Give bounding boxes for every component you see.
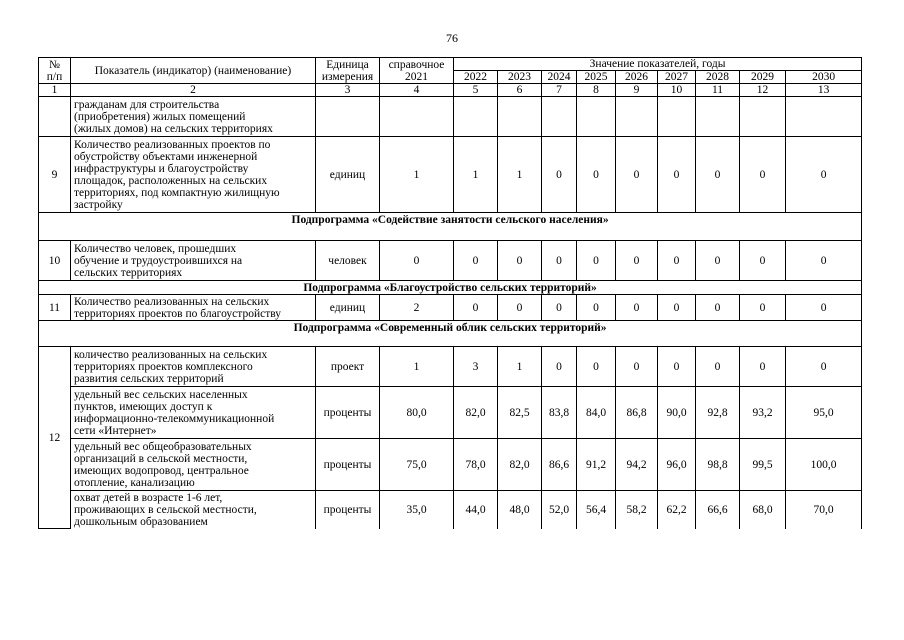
value-cell: 0 (658, 347, 696, 387)
value-cell (542, 97, 577, 137)
value-cell: 0 (542, 137, 577, 213)
value-cell: 82,5 (498, 387, 542, 439)
value-cell: 1 (454, 137, 498, 213)
value-cell: 0 (498, 241, 542, 281)
value-cell: 0 (542, 295, 577, 321)
value-cell: 86,6 (542, 439, 577, 491)
value-cell: 90,0 (658, 387, 696, 439)
value-cell: 84,0 (577, 387, 616, 439)
value-cell: 0 (658, 241, 696, 281)
indicator-name: Количество реализованных проектов по обустройству объектами инженерной инфраструктуры и благоустройству площадок, расположенных на сельских территориях, под компактную жилищную застройку (71, 137, 316, 213)
value-cell: 0 (696, 137, 740, 213)
header-col-number: 8 (577, 84, 616, 97)
value-cell (696, 97, 740, 137)
value-cell: 0 (616, 295, 658, 321)
header-year: 2029 (740, 71, 786, 84)
value-cell (454, 97, 498, 137)
value-cell: 0 (454, 241, 498, 281)
value-cell: 1 (498, 137, 542, 213)
unit-cell: проект (316, 347, 380, 387)
header-year: 2022 (454, 71, 498, 84)
value-cell: 0 (786, 137, 862, 213)
header-year: 2028 (696, 71, 740, 84)
value-cell: 52,0 (542, 491, 577, 529)
table-row (39, 137, 862, 213)
value-cell: 78,0 (454, 439, 498, 491)
table-row (39, 347, 862, 387)
value-cell (658, 97, 696, 137)
value-cell: 3 (454, 347, 498, 387)
header-num: № п/п (39, 58, 71, 84)
header-col-number: 9 (616, 84, 658, 97)
value-cell: 0 (786, 295, 862, 321)
header-indicator: Показатель (индикатор) (наименование) (71, 58, 316, 84)
header-col-number: 13 (786, 84, 862, 97)
indicator-name: Количество человек, прошедших обучение и трудоустроившихся на сельских территориях (71, 241, 316, 281)
header-col-number: 6 (498, 84, 542, 97)
value-cell: 100,0 (786, 439, 862, 491)
value-cell: 0 (454, 295, 498, 321)
value-cell: 96,0 (658, 439, 696, 491)
indicator-name: удельный вес общеобразовательных организаций в сельской местности, имеющих водопровод, центральное отопление, канализацию (71, 439, 316, 491)
header-col-number: 4 (380, 84, 454, 97)
value-cell: 2 (380, 295, 454, 321)
table-row (39, 241, 862, 281)
program-title: Подпрограмма «Благоустройство сельских территорий» (39, 281, 862, 295)
program-row (39, 321, 862, 347)
value-cell: 0 (696, 347, 740, 387)
indicator-name: охват детей в возрасте 1-6 лет, проживающих в сельской местности, дошкольным образованием (71, 491, 316, 529)
value-cell: 0 (616, 137, 658, 213)
unit-cell: проценты (316, 491, 380, 529)
value-cell: 0 (696, 241, 740, 281)
value-cell: 0 (658, 137, 696, 213)
value-cell: 68,0 (740, 491, 786, 529)
indicator-name: удельный вес сельских населенных пунктов, имеющих доступ к информационно-телекоммуникационной сети «Интернет» (71, 387, 316, 439)
value-cell: 0 (740, 137, 786, 213)
unit-cell: проценты (316, 439, 380, 491)
value-cell: 44,0 (454, 491, 498, 529)
value-cell: 0 (740, 295, 786, 321)
value-cell: 86,8 (616, 387, 658, 439)
value-cell (740, 97, 786, 137)
value-cell: 94,2 (616, 439, 658, 491)
page-number: 76 (446, 31, 458, 45)
header-year: 2026 (616, 71, 658, 84)
header-year: 2024 (542, 71, 577, 84)
table-row (39, 491, 862, 529)
value-cell: 0 (380, 241, 454, 281)
value-cell: 58,2 (616, 491, 658, 529)
table-row (39, 387, 862, 439)
value-cell: 91,2 (577, 439, 616, 491)
value-cell (616, 97, 658, 137)
value-cell (786, 97, 862, 137)
program-title: Подпрограмма «Современный облик сельских территорий» (39, 321, 862, 347)
indicator-name: Количество реализованных на сельских территориях проектов по благоустройству (71, 295, 316, 321)
table-row (39, 295, 862, 321)
value-cell: 98,8 (696, 439, 740, 491)
unit-cell: единиц (316, 295, 380, 321)
header-values-group: Значение показателей, годы (454, 58, 862, 71)
table-row (39, 97, 862, 137)
header-col-number: 11 (696, 84, 740, 97)
value-cell: 48,0 (498, 491, 542, 529)
value-cell: 0 (696, 295, 740, 321)
header-col-number: 3 (316, 84, 380, 97)
value-cell: 0 (577, 347, 616, 387)
row-number (39, 97, 71, 137)
program-row (39, 281, 862, 295)
header-col-number: 1 (39, 84, 71, 97)
value-cell: 93,2 (740, 387, 786, 439)
value-cell: 82,0 (498, 439, 542, 491)
value-cell: 0 (542, 347, 577, 387)
row-number: 11 (39, 295, 71, 321)
program-row (39, 213, 862, 241)
unit-cell: проценты (316, 387, 380, 439)
header-year: 2030 (786, 71, 862, 84)
unit-cell: единиц (316, 137, 380, 213)
table-row (39, 439, 862, 491)
value-cell: 0 (786, 241, 862, 281)
value-cell: 1 (498, 347, 542, 387)
value-cell: 99,5 (740, 439, 786, 491)
header-col-number: 7 (542, 84, 577, 97)
header-col-number: 12 (740, 84, 786, 97)
header-col-number: 5 (454, 84, 498, 97)
row-number: 9 (39, 137, 71, 213)
indicators-table (38, 57, 862, 529)
header-year: 2025 (577, 71, 616, 84)
value-cell: 62,2 (658, 491, 696, 529)
value-cell: 92,8 (696, 387, 740, 439)
value-cell: 0 (740, 347, 786, 387)
value-cell: 56,4 (577, 491, 616, 529)
value-cell: 0 (658, 295, 696, 321)
value-cell: 0 (498, 295, 542, 321)
header-unit: Единица измерения (316, 58, 380, 84)
indicator-name: количество реализованных на сельских территориях проектов комплексного развития сельских территорий (71, 347, 316, 387)
value-cell: 83,8 (542, 387, 577, 439)
value-cell: 1 (380, 137, 454, 213)
row-number: 12 (39, 347, 71, 529)
header-col-number: 10 (658, 84, 696, 97)
value-cell: 75,0 (380, 439, 454, 491)
unit-cell: человек (316, 241, 380, 281)
value-cell: 66,6 (696, 491, 740, 529)
header-reference: справочное 2021 (380, 58, 454, 84)
row-number: 10 (39, 241, 71, 281)
value-cell (380, 97, 454, 137)
value-cell: 82,0 (454, 387, 498, 439)
value-cell: 95,0 (786, 387, 862, 439)
value-cell (498, 97, 542, 137)
value-cell: 0 (740, 241, 786, 281)
header-col-number: 2 (71, 84, 316, 97)
value-cell: 0 (577, 137, 616, 213)
value-cell: 35,0 (380, 491, 454, 529)
value-cell: 0 (577, 295, 616, 321)
value-cell: 70,0 (786, 491, 862, 529)
value-cell: 0 (786, 347, 862, 387)
value-cell: 0 (542, 241, 577, 281)
value-cell (577, 97, 616, 137)
value-cell: 80,0 (380, 387, 454, 439)
unit-cell (316, 97, 380, 137)
header-year: 2027 (658, 71, 696, 84)
program-title: Подпрограмма «Содействие занятости сельского населения» (39, 213, 862, 241)
header-year: 2023 (498, 71, 542, 84)
indicator-name: гражданам для строительства (приобретения) жилых помещений (жилых домов) на сельских территориях (71, 97, 316, 137)
value-cell: 1 (380, 347, 454, 387)
value-cell: 0 (616, 241, 658, 281)
value-cell: 0 (577, 241, 616, 281)
value-cell: 0 (616, 347, 658, 387)
